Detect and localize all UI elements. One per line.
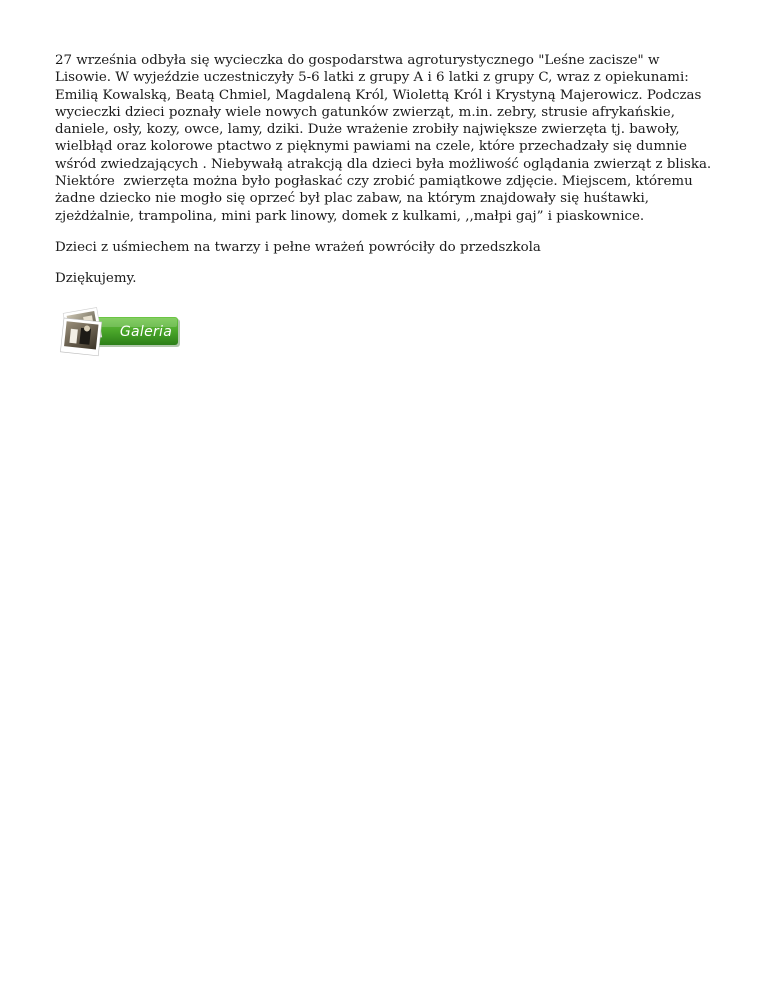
gallery-button-label: Galeria: [119, 324, 173, 340]
article-body: [55, 52, 715, 302]
article-paragraph-return: Dzieci z uśmiechem na twarzy i pełne wrażeń powróciły do przedszkola: [55, 239, 541, 255]
article-paragraph-thanks: Dziękujemy.: [55, 271, 137, 287]
gallery-button[interactable]: [58, 304, 184, 360]
article-paragraph-main: 27 września odbyła się wycieczka do gospodarstwa agroturystycznego "Leśne zacisze" w Lisowie. W wyjeździe uczestniczyły 5-6 latki z grupy A i 6 latki z grupy C, wraz z opiekunami: Emilią Kowalską, Beatą Chmiel, Magdaleną Król, Wiolettą Król i Krystyną Majerowicz. Podczas wycieczki dzieci poznały wiele nowych gatunków zwierząt, m.in. zebry, strusie afrykańskie, daniele, osły, kozy, owce, lamy, dziki. Duże wrażenie zrobiły największe zwierzęta tj. bawoły, wielbłąd oraz kolorowe ptactwo z pięknymi pawiami na czele, które przechadzały się dumnie wśród zwiedzających . Niebywałą atrakcją dla dzieci była możliwość oglądania zwierząt z bliska. Niektóre zwierzęta można było pogłaskać czy zrobić pamiątkowe zdjęcie. Miejscem, któremu żadne dziecko nie mogło się oprzeć był plac zabaw, na którym znajdowały się huśtawki, zjeżdżalnie, trampolina, mini park linowy, domek z kulkami, ,,małpi gaj” i piaskownice.: [55, 53, 716, 224]
